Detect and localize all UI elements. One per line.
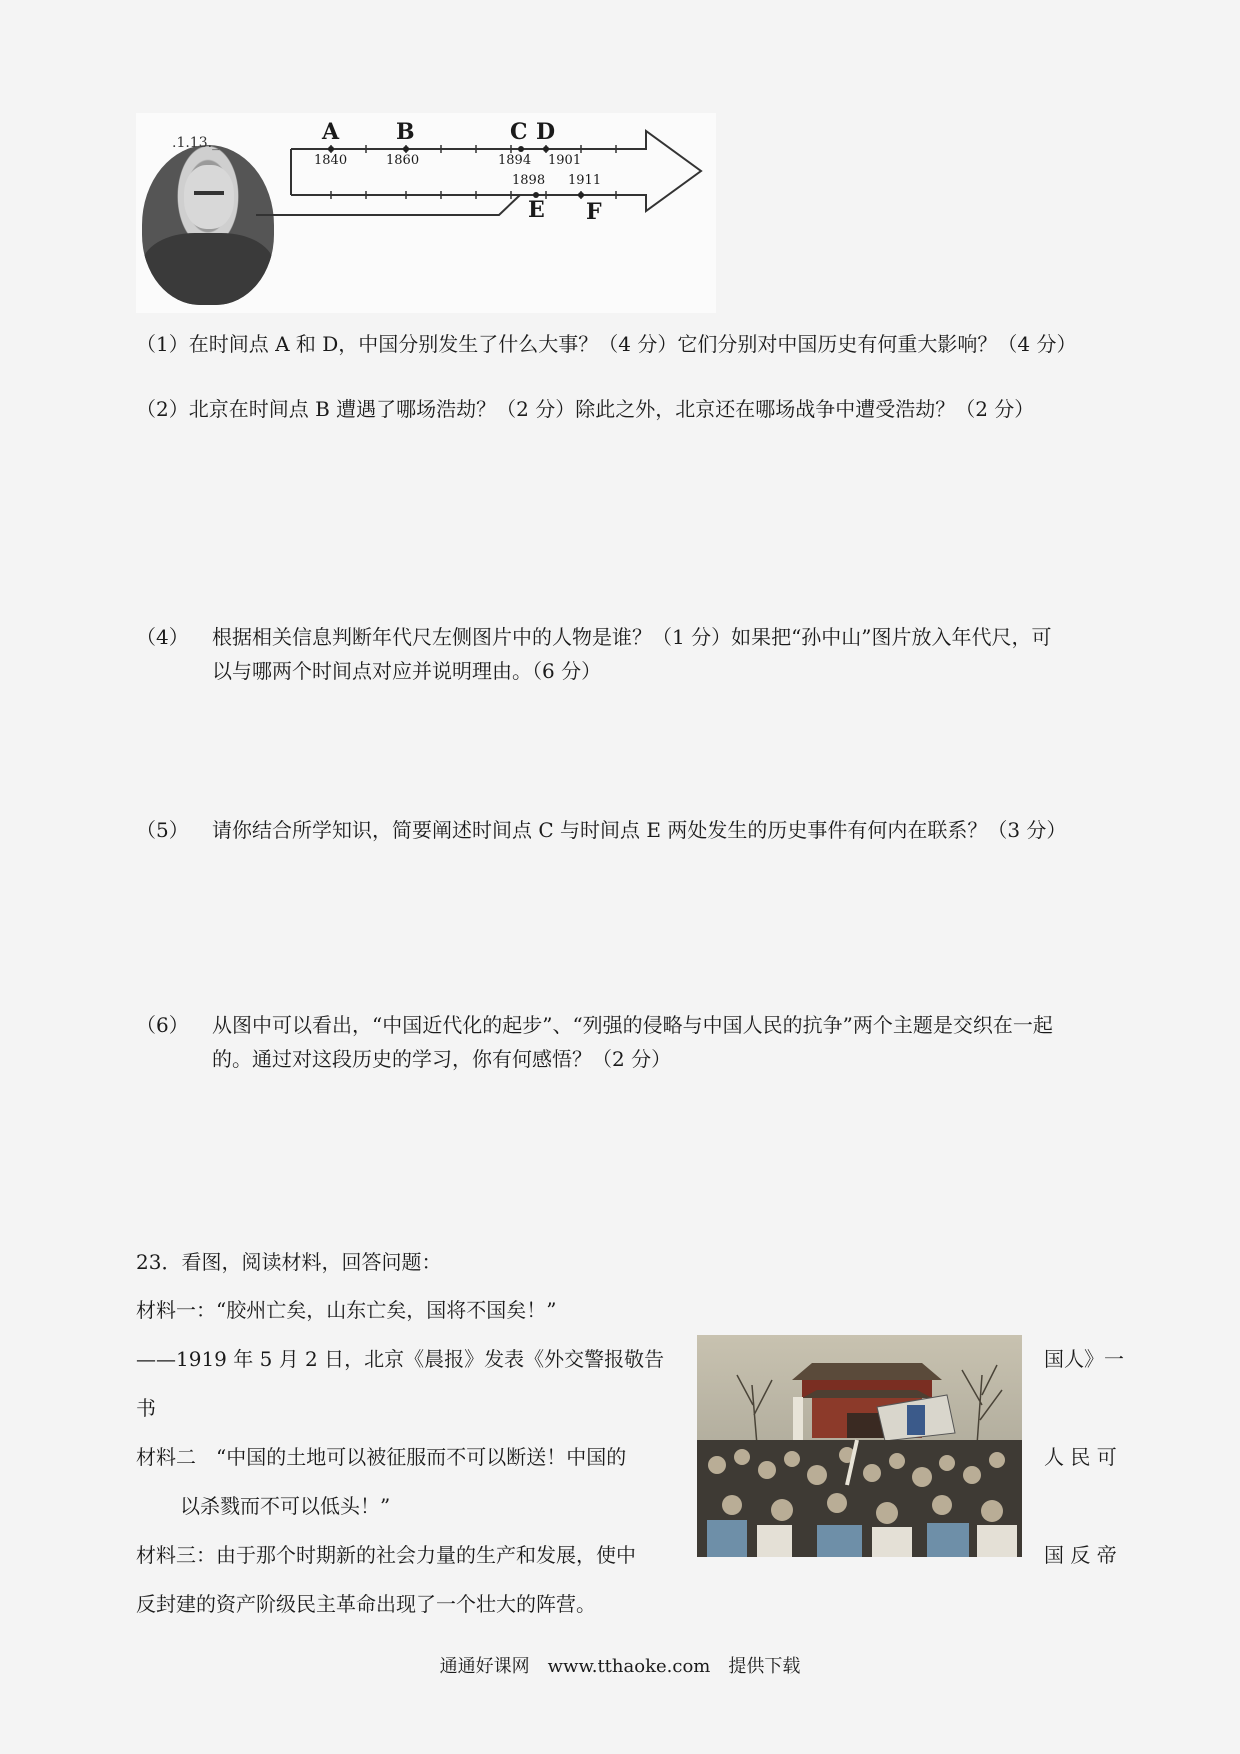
point-letter: A (322, 119, 340, 145)
timeline-figure (136, 113, 716, 313)
question-number: （5） (136, 818, 189, 842)
question-23-title: 23．看图，阅读材料，回答问题： (136, 1250, 442, 1274)
point-letter: B (396, 119, 415, 145)
point-letter: C (510, 119, 528, 145)
material-2-tail: 以杀戮而不可以低头！” (180, 1494, 391, 1518)
material-1-source: ——1919 年 5 月 2 日，北京《晨报》发表《外交警报敬告 (136, 1347, 665, 1371)
question-6-line2: 的。通过对这段历史的学习，你有何感悟？（2 分） (212, 1047, 672, 1071)
footer-credit: 通通好课网 www.tthaoke.com 提供下载 (439, 1656, 801, 1677)
corner-mark: .1.13._ (172, 135, 220, 151)
material-3-tail: 反封建的资产阶级民主革命出现了一个壮大的阵营。 (136, 1592, 596, 1616)
material-2: 材料二 “中国的土地可以被征服而不可以断送！中国的 (136, 1445, 627, 1469)
point-year: 1840 (314, 153, 348, 168)
point-year: 1901 (548, 153, 582, 168)
material-3-right: 国 反 帝 (1044, 1543, 1117, 1567)
timeline-arrow (136, 113, 716, 313)
material-3: 材料三：由于那个时期新的社会力量的生产和发展，使中 (136, 1543, 636, 1567)
material-1-source-right: 国人》一 (1044, 1347, 1124, 1371)
protest-painting (697, 1335, 1022, 1557)
point-letter: E (528, 197, 545, 223)
question-4-line2: 以与哪两个时间点对应并说明理由。（6 分） (212, 659, 602, 683)
point-letter: D (536, 119, 556, 145)
question-number: （4） (136, 625, 189, 649)
material-1-source-tail: 书 (136, 1396, 156, 1420)
question-1: （1）在时间点 A 和 D，中国分别发生了什么大事？（4 分）它们分别对中国历史有何重大影响？（4 分） (136, 332, 1077, 356)
point-year: 1860 (386, 153, 420, 168)
point-year: 1911 (568, 173, 602, 188)
point-letter: F (586, 199, 602, 225)
question-2: （2）北京在时间点 B 遭遇了哪场浩劫？（2 分）除此之外，北京还在哪场战争中遭受浩劫？（2 分） (136, 397, 1035, 421)
question-4-line1: 根据相关信息判断年代尺左侧图片中的人物是谁？（1 分）如果把“孙中山”图片放入年代尺，可 (212, 625, 1052, 649)
point-year: 1898 (512, 173, 546, 188)
material-1: 材料一：“胶州亡矣，山东亡矣，国将不国矣！” (136, 1298, 557, 1322)
question-5-line1: 请你结合所学知识，简要阐述时间点 C 与时间点 E 两处发生的历史事件有何内在联系？（3 分） (212, 818, 1067, 842)
material-2-right: 人 民 可 (1044, 1445, 1117, 1469)
question-number: （6） (136, 1013, 189, 1037)
question-6-line1: 从图中可以看出，“中国近代化的起步”、“列强的侵略与中国人民的抗争”两个主题是交织在一起 (212, 1013, 1053, 1037)
point-year: 1894 (498, 153, 532, 168)
